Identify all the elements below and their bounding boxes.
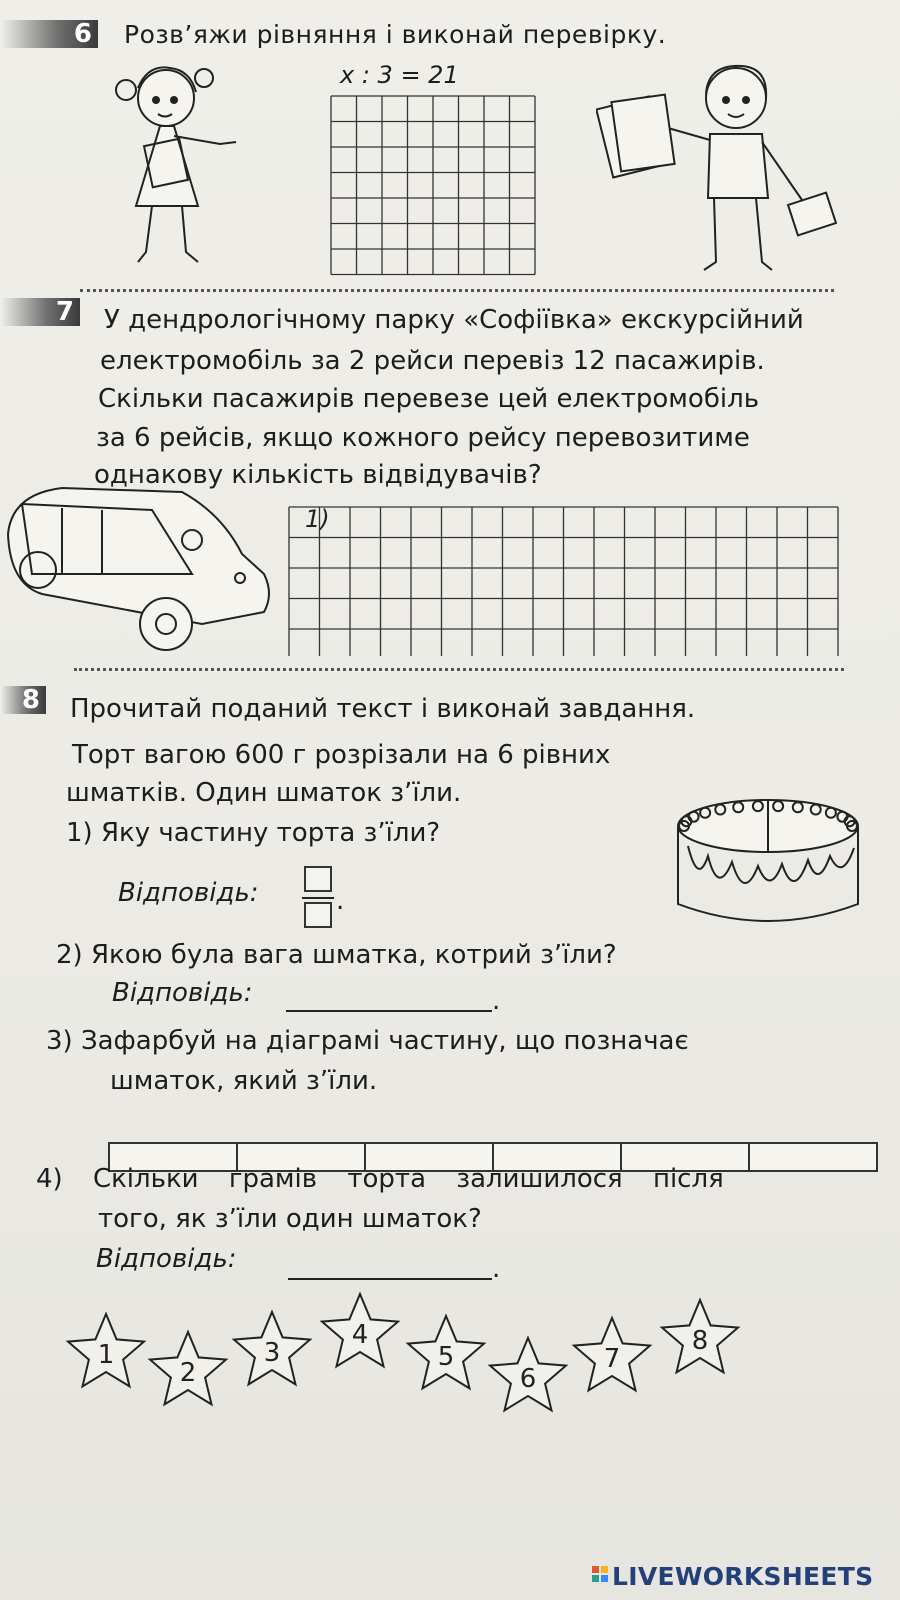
liveworksheets-logo: LIVEWORKSHEETS bbox=[612, 1562, 874, 1591]
task-7-line: Скільки пасажирів перевезе цей електромобіль bbox=[98, 384, 760, 414]
answer-label: Відповідь: bbox=[118, 878, 259, 908]
fraction-answer bbox=[304, 866, 334, 930]
task-8-text-line: шматків. Один шматок з’їли. bbox=[66, 778, 462, 808]
handwritten-mark: 1) bbox=[305, 505, 330, 533]
star-rating-row bbox=[0, 1290, 900, 1450]
task-6-badge bbox=[0, 20, 98, 48]
task-8-title: Прочитай поданий текст і виконай завдання. bbox=[70, 694, 696, 724]
task-7-line: У дендрологічному парку «Софіївка» екскурсійний bbox=[104, 305, 804, 335]
answer-line-2[interactable] bbox=[286, 1010, 492, 1012]
separator bbox=[74, 668, 844, 671]
task-7-line: за 6 рейсів, якщо кожного рейсу перевозитиме bbox=[96, 423, 750, 453]
question-1: 1) Яку частину торта з’їли? bbox=[66, 818, 441, 848]
logo-icon bbox=[592, 1564, 610, 1590]
star-number: 4 bbox=[351, 1320, 369, 1350]
star-number: 2 bbox=[179, 1358, 197, 1388]
separator bbox=[80, 289, 834, 292]
question-2: 2) Якою була вага шматка, котрий з’їли? bbox=[56, 940, 617, 970]
period: . bbox=[492, 1254, 501, 1284]
task-8-badge bbox=[0, 686, 46, 714]
numerator-box[interactable] bbox=[304, 866, 332, 892]
period: . bbox=[492, 986, 501, 1016]
question-4-line: 4) Скільки грамів торта залишилося після bbox=[36, 1164, 724, 1194]
task-7-line: електромобіль за 2 рейси перевіз 12 пасажирів. bbox=[100, 346, 765, 376]
electric-car-illustration bbox=[2, 474, 277, 664]
period: . bbox=[336, 886, 345, 916]
task-7-badge bbox=[0, 298, 80, 326]
boy-illustration bbox=[596, 58, 846, 286]
girl-illustration bbox=[108, 56, 258, 276]
star-number: 5 bbox=[437, 1342, 455, 1372]
task-6-title: Розв’яжи рівняння і виконай перевірку. bbox=[124, 20, 667, 49]
star-number: 3 bbox=[263, 1338, 281, 1368]
answer-label: Відповідь: bbox=[96, 1244, 237, 1274]
answer-grid-task-7[interactable] bbox=[288, 506, 842, 656]
question-3-line: шматок, який з’їли. bbox=[110, 1066, 378, 1096]
cake-illustration bbox=[668, 786, 868, 936]
equation: x : 3 = 21 bbox=[340, 61, 459, 89]
star-number: 8 bbox=[691, 1326, 709, 1356]
diagram-part[interactable] bbox=[750, 1144, 876, 1170]
answer-line-4[interactable] bbox=[288, 1278, 492, 1280]
question-4-line: того, як з’їли один шматок? bbox=[98, 1204, 482, 1234]
answer-grid-task-6[interactable] bbox=[330, 95, 536, 277]
star-number: 6 bbox=[519, 1364, 537, 1394]
task-number: 6 bbox=[73, 19, 92, 49]
star-number: 1 bbox=[97, 1340, 115, 1370]
task-number: 8 bbox=[21, 685, 40, 715]
task-number: 7 bbox=[55, 297, 74, 327]
question-3-line: 3) Зафарбуй на діаграмі частину, що позначає bbox=[46, 1026, 689, 1056]
star-number: 7 bbox=[603, 1344, 621, 1374]
answer-label: Відповідь: bbox=[112, 978, 253, 1008]
task-7-line: однакову кількість відвідувачів? bbox=[94, 460, 542, 490]
fraction-bar bbox=[302, 897, 334, 899]
task-8-text-line: Торт вагою 600 г розрізали на 6 рівних bbox=[72, 740, 611, 770]
denominator-box[interactable] bbox=[304, 902, 332, 928]
